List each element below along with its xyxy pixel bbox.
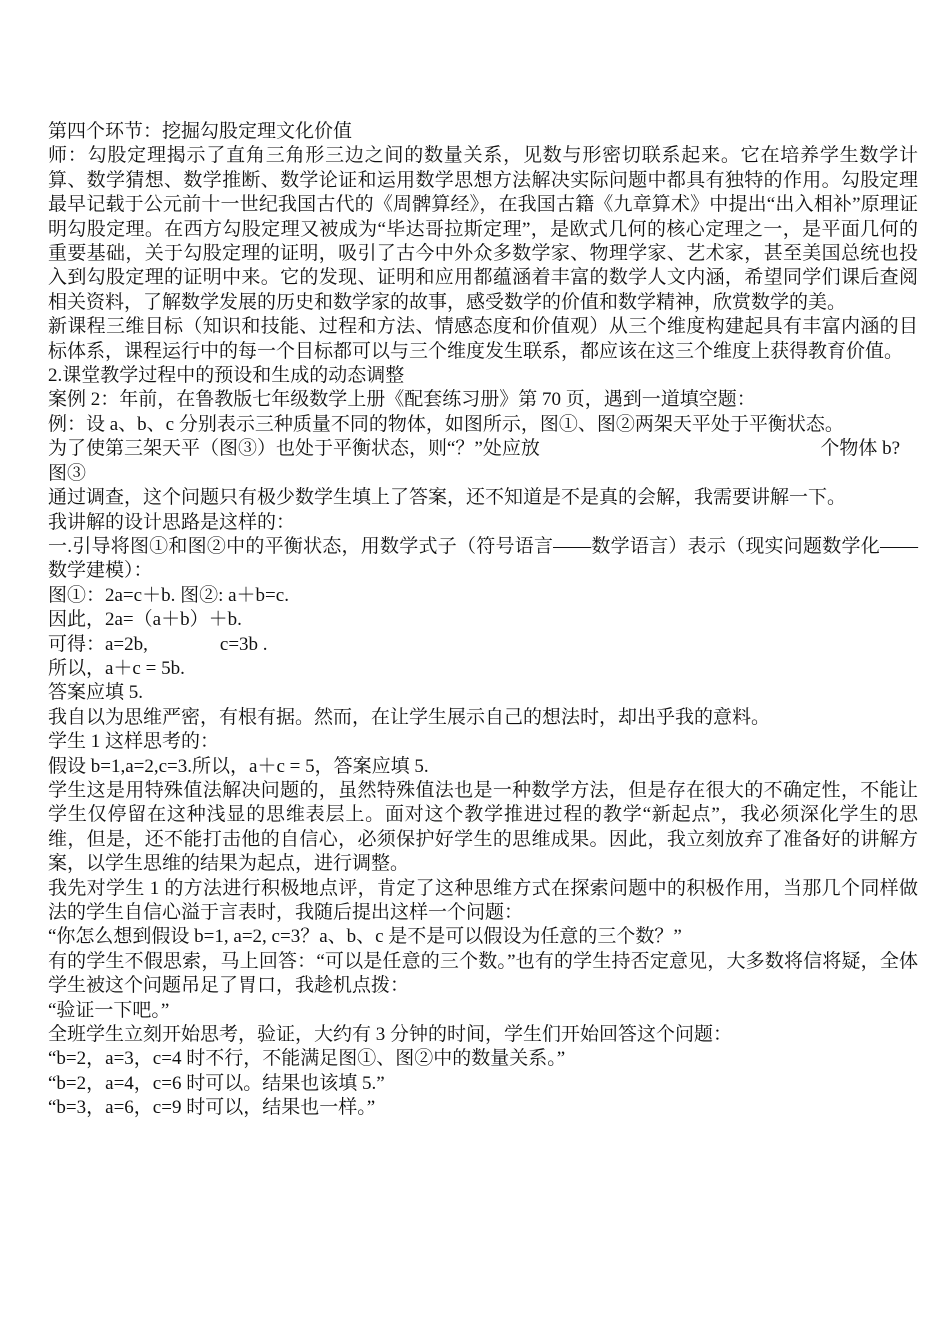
- question-line: “你怎么想到假设 b=1, a=2, c=3？a、b、c 是不是可以假设为任意的三个数？”: [48, 926, 682, 948]
- equation-part: 可得：a=2b,: [48, 633, 148, 655]
- survey-paragraph: 通过调查，这个问题只有极少数学生填上了答案，还不知道是不是真的会解，我需要讲解一下。: [48, 487, 847, 509]
- class-think-line: 全班学生立刻开始思考，验证，大约有 3 分钟的时间，学生们开始回答这个问题：: [48, 1024, 733, 1046]
- answer-quote: “b=2，a=4，c=6 时可以。结果也该填 5.”: [48, 1072, 385, 1094]
- equation-part: c=3b .: [219, 633, 268, 655]
- design-intro: 我讲解的设计思路是这样的：: [48, 511, 296, 533]
- answer-line: 答案应填 5.: [48, 682, 144, 704]
- evaluate-paragraph: 我先对学生 1 的方法进行积极地点评，肯定了这种思维方式在探索问题中的积极作用，当那几个同样做法的学生自信心溢于言表时，我随后提出这样一个问题：: [48, 877, 918, 923]
- section-heading: 2.课堂教学过程中的预设和生成的动态调整: [48, 365, 405, 387]
- example-question-text: 为了使第三架天平（图③）也处于平衡状态，则“？”处应放: [48, 438, 540, 460]
- section-heading: 第四个环节：挖掘勾股定理文化价值: [48, 121, 353, 142]
- student-line: 学生 1 这样思考的：: [48, 731, 220, 753]
- example-question-blank: 个物体 b?: [820, 438, 900, 460]
- figure-label: 图③: [48, 462, 87, 484]
- example-question-line: [48, 437, 918, 461]
- verify-line: “验证一下吧。”: [48, 999, 170, 1021]
- reflection-paragraph: 我自以为思维严密，有根有据。然而，在让学生展示自己的想法时，却出乎我的意料。: [48, 706, 771, 728]
- analysis-paragraph: 学生这是用特殊值法解决问题的，虽然特殊值法也是一种数学方法，但是存在很大的不确定性，不能让学生仅停留在这种浅显的思维表层上。面对这个教学推进过程的教学“新起点”，我必须深化学生的思维，但是，还不能打击他的自信心，必须保护好学生的思维成果。因此，我立刻放弃了准备好的讲解方案，以学生思维的结果为起点，进行调整。: [48, 779, 918, 875]
- document-page: [48, 120, 918, 1121]
- equation-line: [48, 633, 918, 657]
- case-paragraph: 案例 2：年前，在鲁教版七年级数学上册《配套练习册》第 70 页，遇到一道填空题：: [48, 389, 756, 411]
- step-paragraph: 一.引导将图①和图②中的平衡状态，用数学式子（符号语言——数学语言）表示（现实问题数学化——数学建模）：: [48, 535, 918, 582]
- curriculum-paragraph: 新课程三维目标（知识和技能、过程和方法、情感态度和价值观）从三个维度构建起具有丰富内涵的目标体系，课程运行中的每一个目标都可以与三个维度发生联系，都应该在这三个维度上获得教育价值。: [48, 316, 918, 362]
- answer-quote: “b=2，a=3，c=4 时不行，不能满足图①、图②中的数量关系。”: [48, 1048, 566, 1070]
- answer-quote: “b=3，a=6，c=9 时可以，结果也一样。”: [48, 1097, 376, 1119]
- equation-line: 因此，2a=（a＋b）＋b.: [48, 609, 242, 631]
- example-paragraph: 例：设 a、b、c 分别表示三种质量不同的物体，如图所示，图①、图②两架天平处于平衡状态。: [48, 413, 844, 435]
- student-assumption: 假设 b=1,a=2,c=3.所以，a＋c = 5，答案应填 5.: [48, 755, 429, 777]
- responses-paragraph: 有的学生不假思索，马上回答：“可以是任意的三个数。”也有的学生持否定意见，大多数将信将疑，全体学生被这个问题吊足了胃口，我趁机点拨：: [48, 950, 918, 997]
- equation-line: 图①：2a=c＋b. 图②: a＋b=c.: [48, 584, 289, 606]
- teacher-paragraph: 师：勾股定理揭示了直角三角形三边之间的数量关系，见数与形密切联系起来。它在培养学生数学计算、数学猜想、数学推断、数学论证和运用数学思想方法解决实际问题中都具有独特的作用。勾股定理最早记载于公元前十一世纪我国古代的《周髀算经》，在我国古籍《九章算术》中提出“出入相补”原理证明勾股定理。在西方勾股定理又被成为“毕达哥拉斯定理”，是欧式几何的核心定理之一，是平面几何的重要基础，关于勾股定理的证明，吸引了古今中外众多数学家、物理学家、艺术家，甚至美国总统也投入到勾股定理的证明中来。它的发现、证明和应用都蕴涵着丰富的数学人文内涵，希望同学们课后查阅相关资料，了解数学发展的历史和数学家的故事，感受数学的价值和数学精神，欣赏数学的美。: [48, 145, 918, 313]
- equation-line: 所以，a＋c = 5b.: [48, 657, 185, 679]
